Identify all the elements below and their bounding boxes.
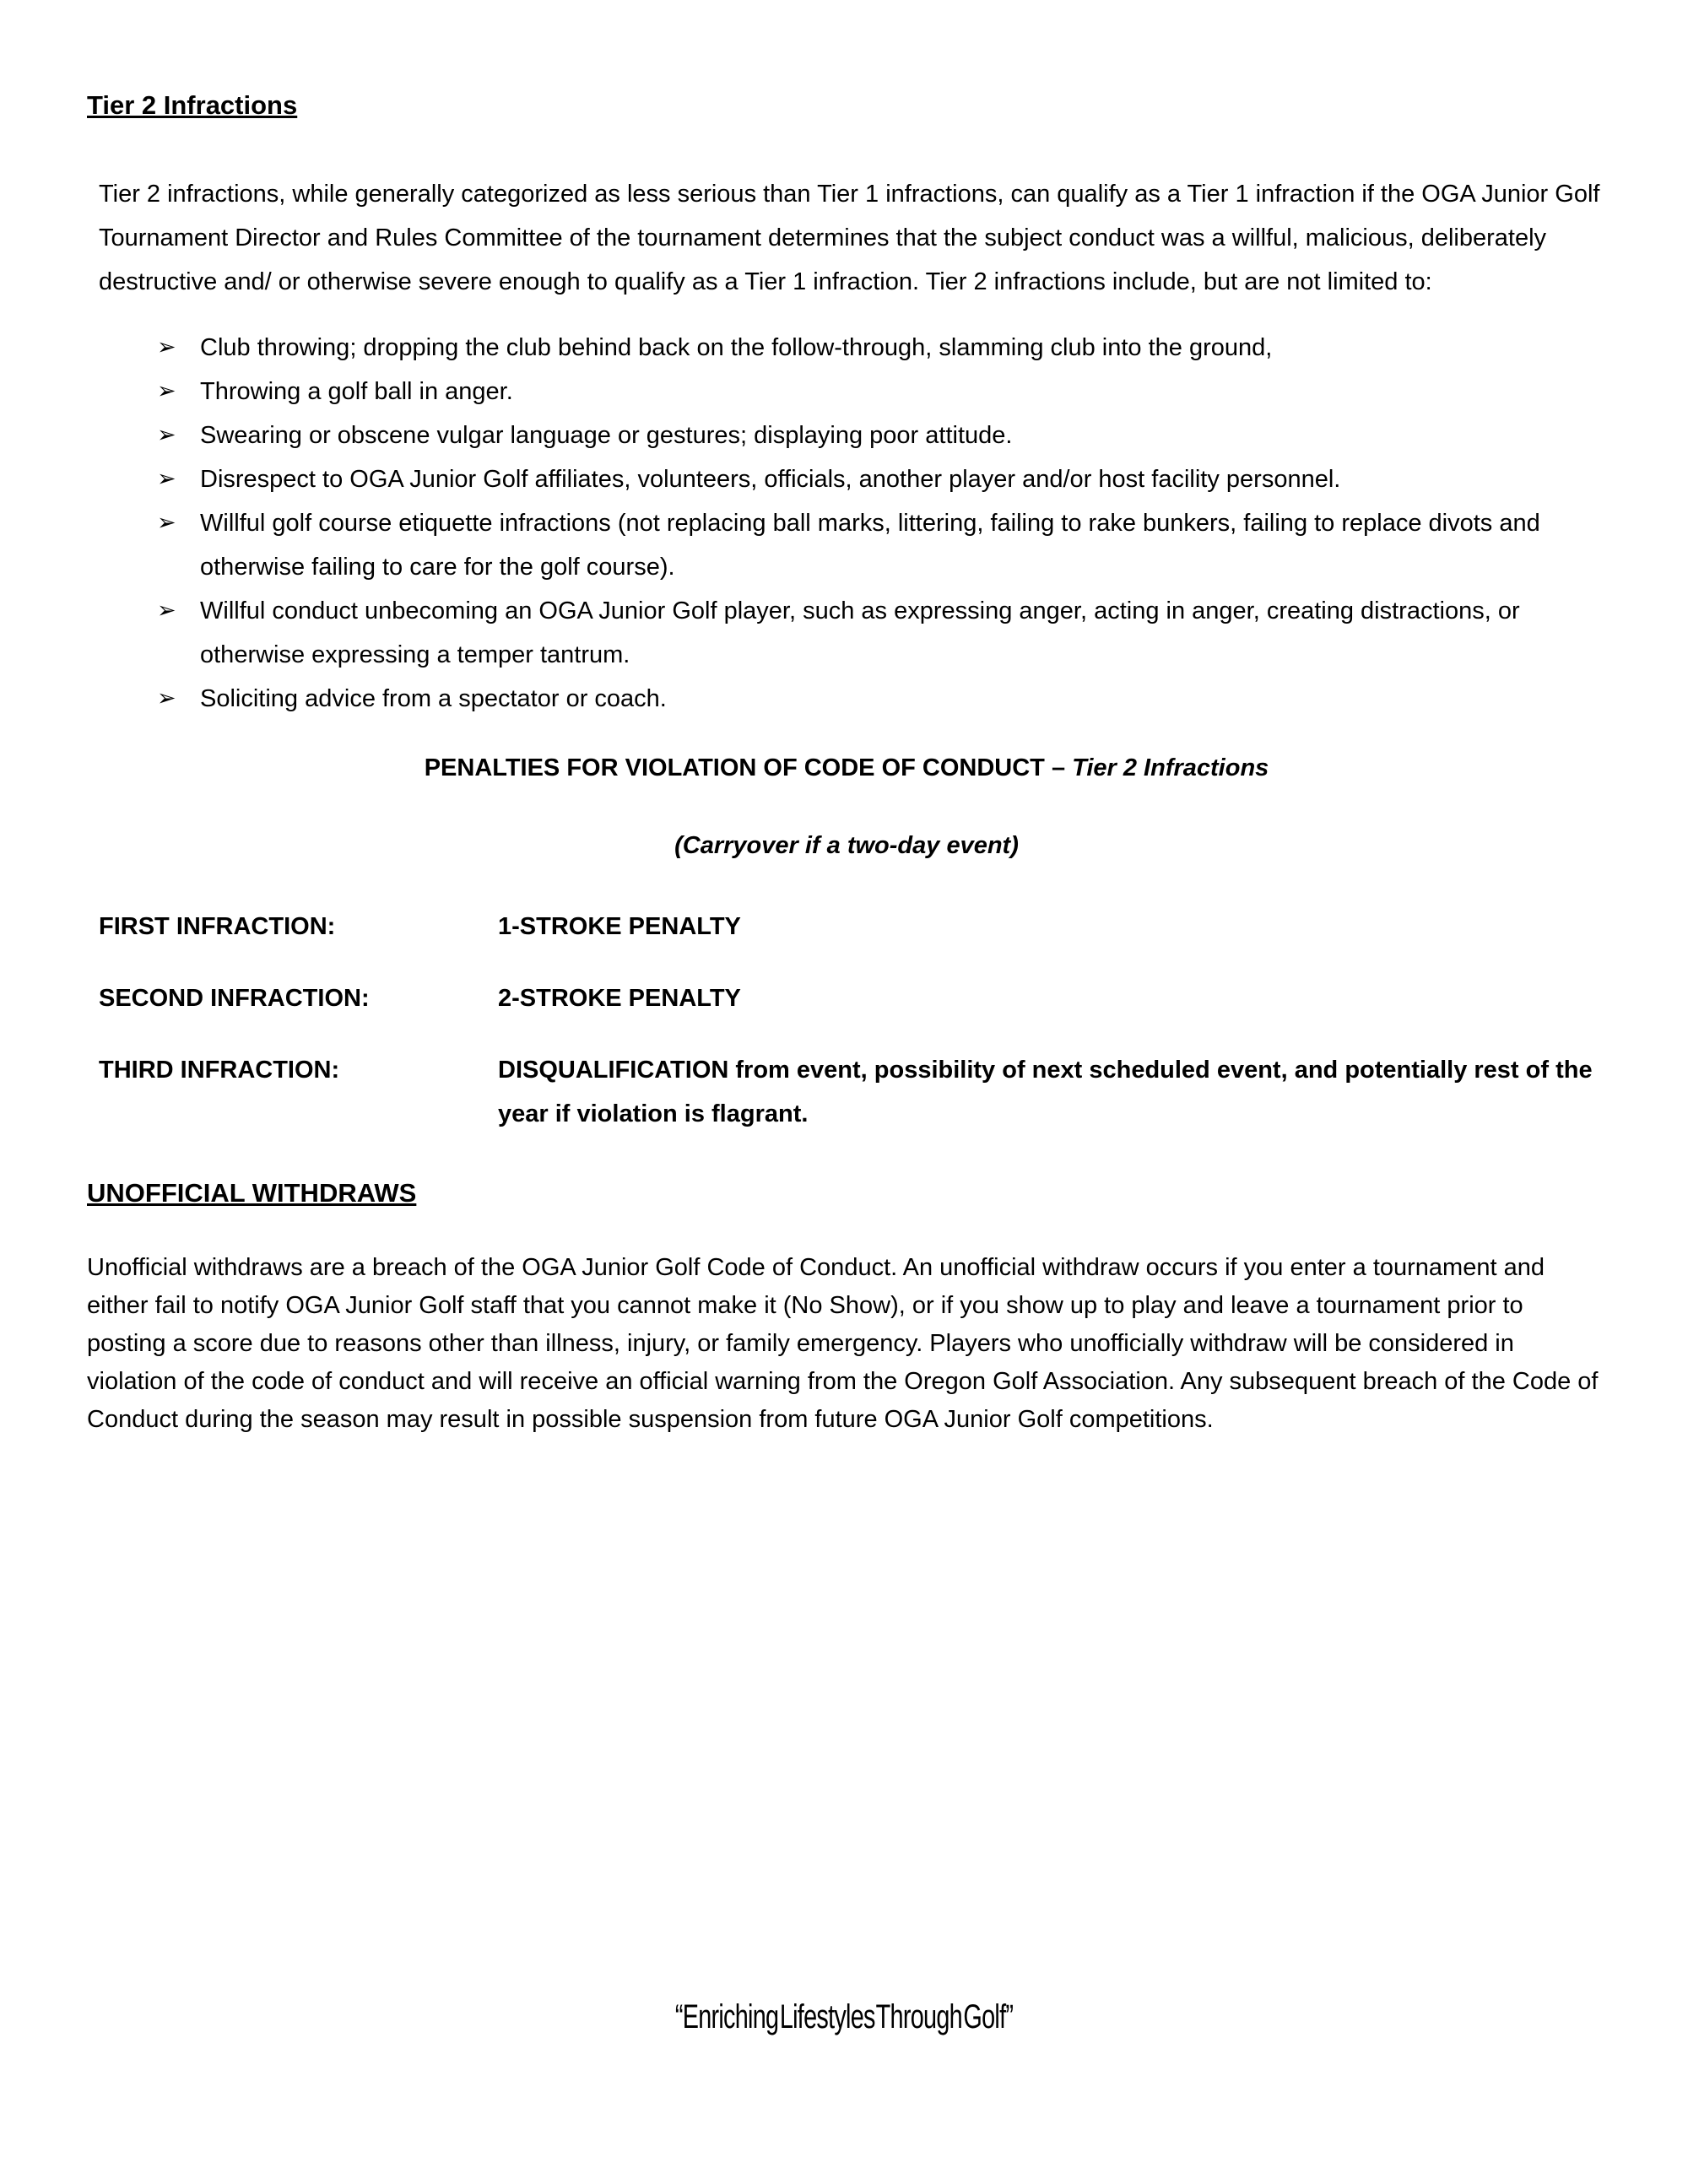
bullet-text: Throwing a golf ball in anger. [200, 378, 513, 405]
penalty-table [99, 905, 1606, 1136]
bullet-item [155, 589, 1606, 677]
penalties-section-title [87, 753, 1606, 783]
penalty-label: FIRST INFRACTION: [99, 913, 336, 940]
penalty-value: DISQUALIFICATION from event, possibility of next scheduled event, and potentially rest of the year if violation is flagrant. [498, 1057, 1593, 1127]
penalties-title-main: PENALTIES FOR VIOLATION OF CODE OF CONDUCT – [424, 754, 1073, 781]
bullet-text: Swearing or obscene vulgar language or gestures; displaying poor attitude. [200, 422, 1013, 449]
tier2-heading: Tier 2 Infractions [87, 90, 298, 120]
penalty-value: 1-STROKE PENALTY [498, 913, 741, 940]
tier2-intro-paragraph: Tier 2 infractions, while generally categorized as less serious than Tier 1 infractions, can qualify as a Tier 1 infraction if the OGA Junior Golf Tournament Director and Rules Committee of the tournament determines that the subject conduct was a willful, malicious, deliberately destructive and/ or otherwise severe enough to qualify as a Tier 1 infraction. Tier 2 infractions include, but are not limited to: [99, 181, 1600, 295]
bullet-text: Willful conduct unbecoming an OGA Junior Golf player, such as expressing anger, acting in anger, creating distractions, or otherwise expressing a temper tantrum. [200, 597, 1520, 668]
page-content [87, 89, 1606, 1463]
penalty-value: 2-STROKE PENALTY [498, 985, 741, 1012]
penalty-row-second [99, 976, 1606, 1020]
bullet-text: Soliciting advice from a spectator or coach. [200, 685, 667, 712]
arrow-bullet-icon: ➢ [157, 685, 176, 711]
carryover-note: (Carryover if a two-day event) [674, 832, 1019, 859]
footer-slogan: “Enriching Lifestyles Through Golf” [674, 1998, 1014, 2035]
arrow-bullet-icon: ➢ [157, 378, 176, 404]
arrow-bullet-icon: ➢ [157, 334, 176, 360]
bullet-item [155, 370, 1606, 414]
penalty-label: SECOND INFRACTION: [99, 985, 370, 1012]
penalty-row-first [99, 905, 1606, 949]
bullet-item [155, 677, 1606, 721]
bullet-text: Club throwing; dropping the club behind back on the follow-through, slamming club into the ground, [200, 334, 1273, 361]
tier2-bullet-list [87, 326, 1606, 721]
bullet-item [155, 501, 1606, 589]
arrow-bullet-icon: ➢ [157, 466, 176, 492]
bullet-text: Willful golf course etiquette infractions (not replacing ball marks, littering, failing to rake bunkers, failing to replace divots and otherwise failing to care for the golf course). [200, 510, 1540, 581]
withdraws-heading: UNOFFICIAL WITHDRAWS [87, 1178, 417, 1208]
withdraws-paragraph: Unofficial withdraws are a breach of the OGA Junior Golf Code of Conduct. An unofficial withdraw occurs if you enter a tournament and either fail to notify OGA Junior Golf staff that you cannot make it (No Show), or if you show up to play and leave a tournament prior to posting a score due to reasons other than illness, injury, or family emergency. Players who unofficially withdraw will be considered in violation of the code of conduct and will receive an official warning from the Oregon Golf Association. Any subsequent breach of the Code of Conduct during the season may result in possible suspension from future OGA Junior Golf competitions. [87, 1254, 1599, 1433]
bullet-item [155, 326, 1606, 370]
penalty-label: THIRD INFRACTION: [99, 1057, 340, 1084]
page-footer [0, 1997, 1688, 2037]
bullet-item [155, 457, 1606, 501]
arrow-bullet-icon: ➢ [157, 422, 176, 448]
bullet-text: Disrespect to OGA Junior Golf affiliates, volunteers, officials, another player and/or host facility personnel. [200, 466, 1341, 493]
arrow-bullet-icon: ➢ [157, 597, 176, 624]
penalty-row-third [99, 1048, 1606, 1136]
penalties-title-emphasis: Tier 2 Infractions [1072, 754, 1269, 781]
arrow-bullet-icon: ➢ [157, 510, 176, 536]
bullet-item [155, 414, 1606, 457]
